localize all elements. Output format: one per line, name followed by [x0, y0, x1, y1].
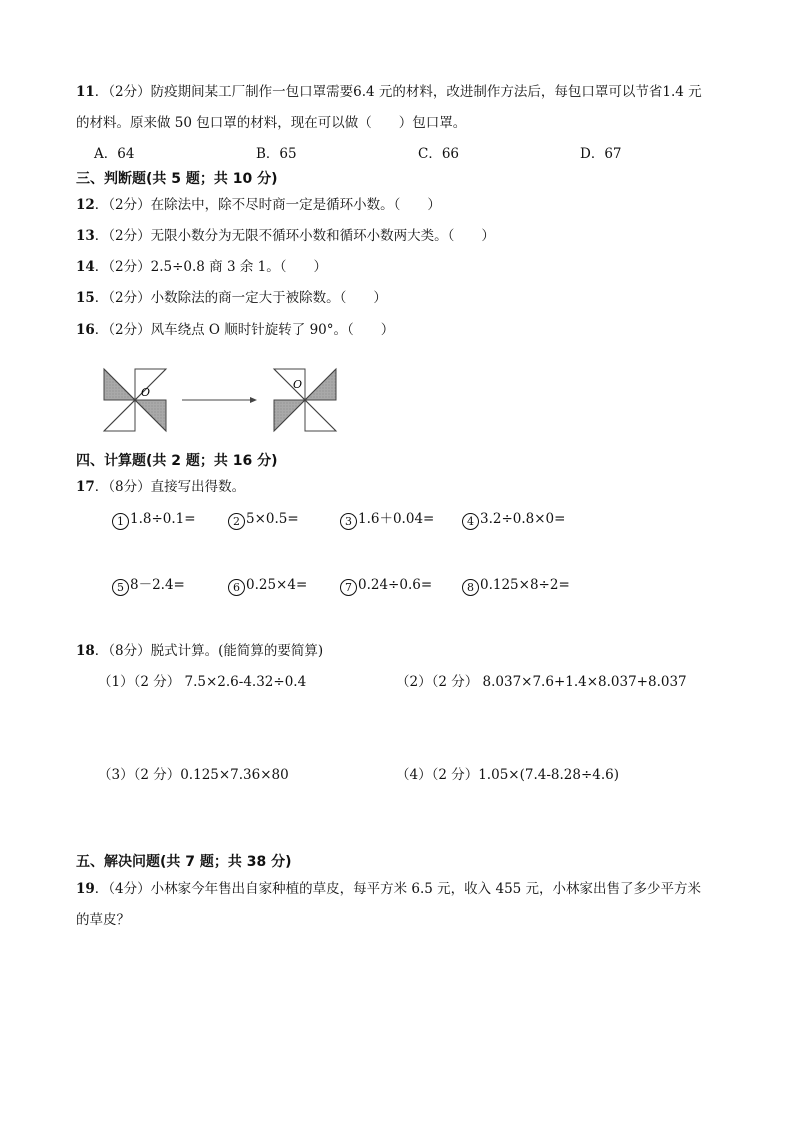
q17-expression: 5×0.5= [246, 511, 299, 527]
q18-number: 18 [76, 643, 95, 659]
q17-expression: 3.2÷0.8×0= [480, 511, 566, 527]
section-5-heading: 五、解决问题(共 7 题；共 38 分) [76, 854, 292, 870]
q15-number: 15 [76, 290, 95, 306]
q17-item-4 [462, 509, 565, 530]
q17-number: 17 [76, 479, 95, 495]
circled-number: 5 [112, 579, 129, 596]
q12-line [76, 195, 441, 215]
q11-option-a[interactable]: A．64 [94, 146, 135, 162]
pinwheel-rotation-figure [100, 366, 360, 438]
q13-number: 13 [76, 228, 95, 244]
q19-text-1: ．（4分）小林家今年售出自家种植的草皮，每平方米 6.5 元，收入 455 元，小林家出售了多少平方米 [94, 881, 702, 897]
q18-sub-4: （4）（2 分）1.05×(7.4-8.28÷4.6) [396, 767, 619, 783]
q14-text: ．（2分）2.5÷0.8 商 3 余 1。（ ） [94, 259, 327, 275]
q11-option-d[interactable]: D．67 [580, 146, 622, 162]
q12-number: 12 [76, 197, 95, 213]
q17-expression: 1.6＋0.04= [358, 511, 435, 527]
q17-expression: 0.125×8÷2= [480, 577, 570, 593]
q18-sub-3: （3）（2 分）0.125×7.36×80 [98, 767, 289, 783]
section-4-heading: 四、计算题(共 2 题；共 16 分) [76, 453, 278, 469]
q18-sub-1: （1）（2 分） 7.5×2.6-4.32÷0.4 [98, 674, 307, 690]
q11-text-1: ．（2分）防疫期间某工厂制作一包口罩需要6.4 元的材料，改进制作方法后，每包口罩可以节省1.4 元 [94, 84, 702, 100]
q19-line-1 [76, 879, 701, 899]
circled-number: 6 [228, 579, 245, 596]
q17-item-7 [340, 575, 432, 596]
circled-number: 7 [340, 579, 357, 596]
point-o-label-before: O [141, 386, 151, 399]
q11-option-b[interactable]: B．65 [256, 146, 297, 162]
q13-text: ．（2分）无限小数分为无限不循环小数和循环小数两大类。（ ） [94, 228, 495, 244]
q17-text: ．（8分）直接写出得数。 [94, 479, 246, 495]
q11-number: 11 [76, 84, 95, 100]
q12-text: ．（2分）在除法中，除不尽时商一定是循环小数。（ ） [94, 197, 441, 213]
q17-item-3 [340, 509, 434, 530]
circled-number: 4 [462, 513, 479, 530]
circled-number: 2 [228, 513, 245, 530]
q17-expression: 0.24÷0.6= [358, 577, 433, 593]
point-o-label-after: O [293, 378, 303, 391]
q17-line [76, 477, 245, 497]
q16-number: 16 [76, 322, 95, 338]
q13-line [76, 226, 495, 246]
q17-expression: 8－2.4= [130, 577, 185, 593]
circled-number: 3 [340, 513, 357, 530]
q16-text: ．（2分）风车绕点 O 顺时针旋转了 90°。（ ） [94, 322, 395, 338]
q14-number: 14 [76, 259, 95, 275]
q17-item-5 [112, 575, 185, 596]
q14-line [76, 257, 327, 277]
q17-expression: 0.25×4= [246, 577, 308, 593]
q11-line-1 [76, 82, 702, 102]
q17-item-8 [462, 575, 570, 596]
section-3-heading: 三、判断题(共 5 题；共 10 分) [76, 171, 278, 187]
rotation-arrow [182, 397, 257, 403]
circled-number: 8 [462, 579, 479, 596]
q15-line [76, 288, 387, 308]
q19-number: 19 [76, 881, 95, 897]
q18-line [76, 641, 323, 661]
q17-item-1 [112, 509, 196, 530]
q15-text: ．（2分）小数除法的商一定大于被除数。（ ） [94, 290, 387, 306]
q17-item-6 [228, 575, 307, 596]
q16-line [76, 320, 394, 340]
q18-sub-2: （2）（2 分） 8.037×7.6+1.4×8.037+8.037 [396, 674, 687, 690]
circled-number: 1 [112, 513, 129, 530]
q11-line-2: 的材料。原来做 50 包口罩的材料，现在可以做（ ）包口罩。 [76, 115, 467, 131]
q19-line-2: 的草皮？ [76, 912, 130, 928]
q17-item-2 [228, 509, 299, 530]
pinwheel-before [104, 369, 166, 431]
pinwheel-after [274, 369, 336, 431]
q11-option-c[interactable]: C．66 [418, 146, 460, 162]
q18-text: ．（8分）脱式计算。(能简算的要简算) [94, 643, 324, 659]
q17-expression: 1.8÷0.1= [130, 511, 196, 527]
